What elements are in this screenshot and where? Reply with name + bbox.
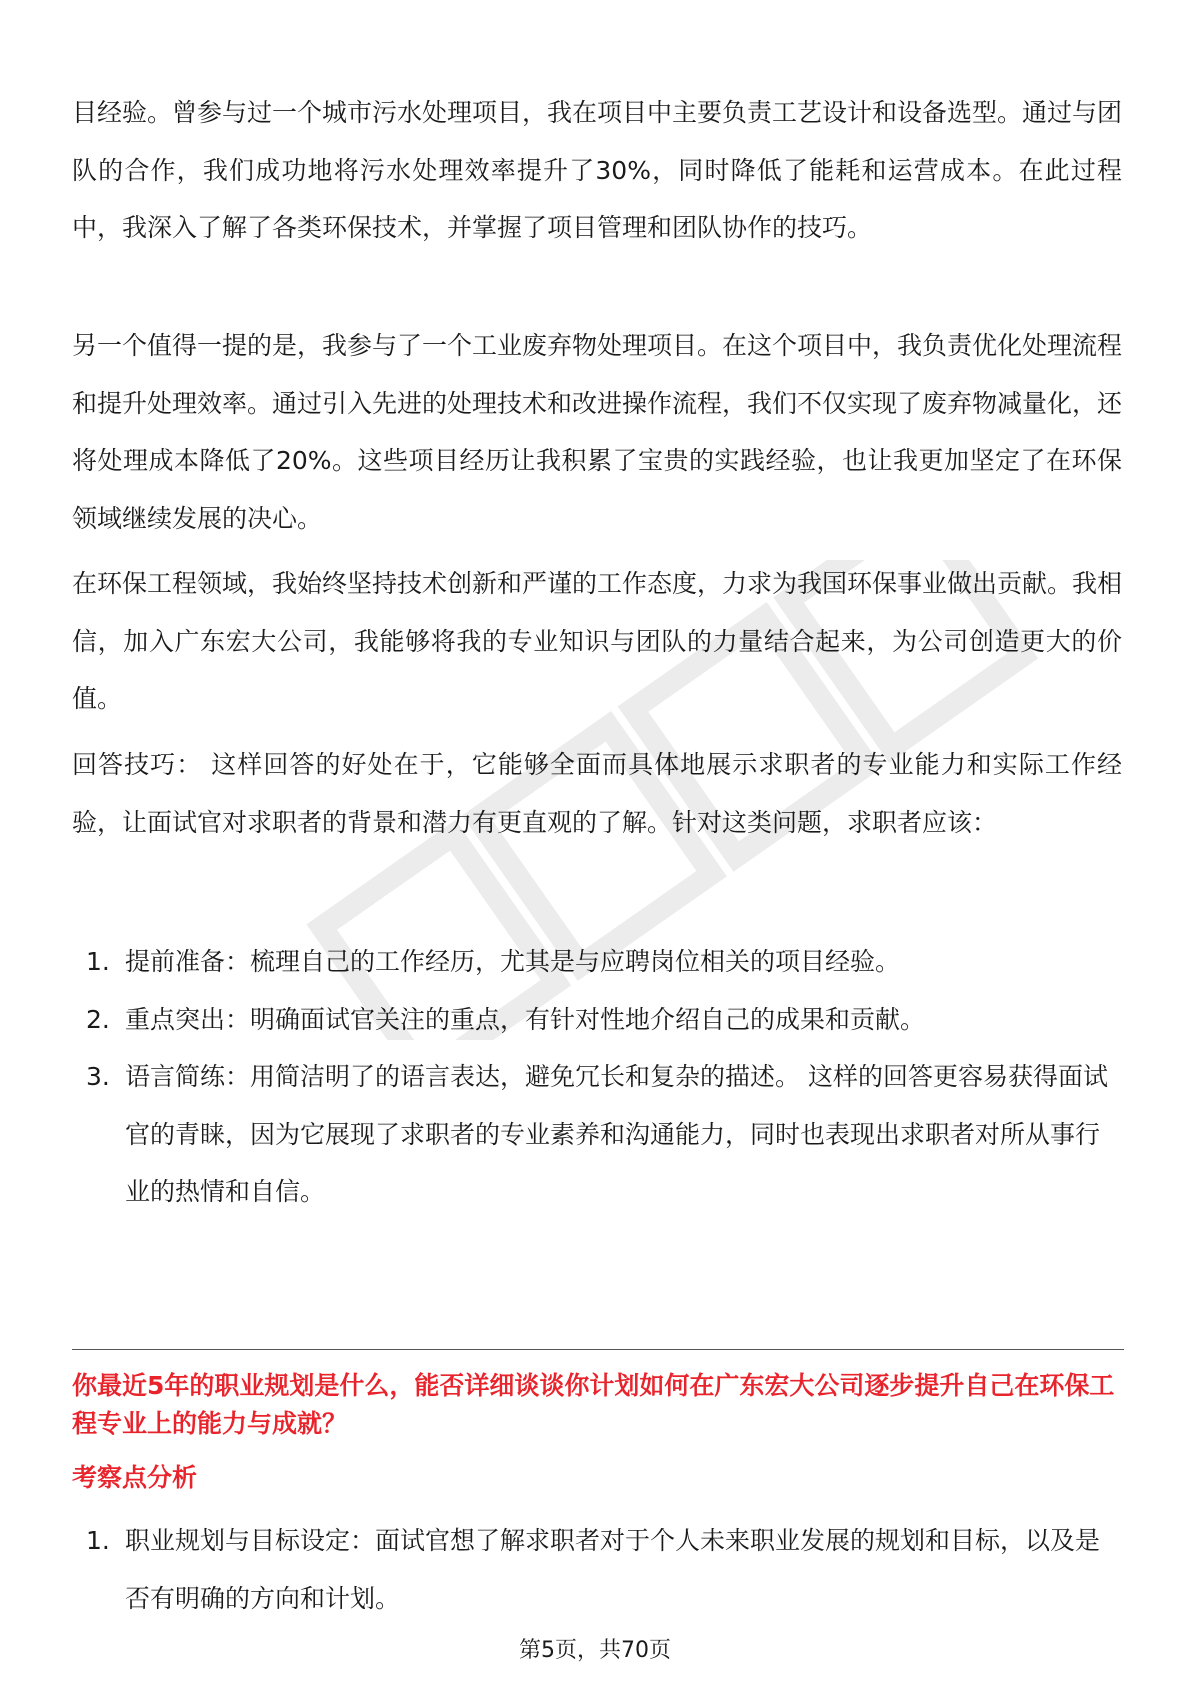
analysis-heading: 考察点分析 xyxy=(72,1463,198,1492)
paragraph-commitment: 在环保工程领域，我始终坚持技术创新和严谨的工作态度，力求为我国环保事业做出贡献。我相信，加入广东宏大公司，我能够将我的专业知识与团队的力量结合起来，为公司创造更大的价值。 xyxy=(72,569,1123,713)
list-item xyxy=(72,1512,1122,1627)
page-footer: 第5页，共70页 xyxy=(519,1638,671,1663)
list-item xyxy=(72,1048,1122,1221)
cut-off-line xyxy=(0,0,1190,18)
list-number: 1. xyxy=(86,947,110,976)
section-divider xyxy=(72,1349,1124,1350)
paragraph-answer-tips: 回答技巧： 这样回答的好处在于，它能够全面而具体地展示求职者的专业能力和实际工作经验，让面试官对求职者的背景和潜力有更直观的了解。针对这类问题，求职者应该： xyxy=(72,750,1122,837)
list-number: 2. xyxy=(86,1004,110,1034)
list-number: 3. xyxy=(86,1062,110,1091)
tips-list xyxy=(72,933,1122,1221)
paragraph-project-experience: 目经验。曾参与过一个城市污水处理项目，我在项目中主要负责工艺设计和设备选型。通过与团队的合作，我们成功地将污水处理效率提升了30%，同时降低了能耗和运营成本。在此过程中，我深入了解了各类环保技术，并掌握了项目管理和团队协作的技巧。 xyxy=(72,98,1123,242)
paragraph-industrial-waste: 另一个值得一提的是，我参与了一个工业废弃物处理项目。在这个项目中，我负责优化处理流程和提升处理效率。通过引入先进的处理技术和改进操作流程，我们不仅实现了废弃物减量化，还将处理成本降低了20%。这些项目经历让我积累了宝贵的实践经验，也让我更加坚定了在环保领域继续发展的决心。 xyxy=(72,331,1123,533)
list-item-text: 语言简练：用简洁明了的语言表达，避免冗长和复杂的描述。 这样的回答更容易获得面试官的青睐，因为它展现了求职者的专业素养和沟通能力，同时也表现出求职者对所从事行业的热情和自信。 xyxy=(125,1062,1108,1206)
analysis-list xyxy=(72,1512,1122,1627)
list-item-text: 提前准备：梳理自己的工作经历，尤其是与应聘岗位相关的项目经验。 xyxy=(125,947,901,976)
list-item xyxy=(72,933,1122,991)
interview-question: 你最近5年的职业规划是什么，能否详细谈谈你计划如何在广东宏大公司逐步提升自己在环保工程专业上的能力与成就？ xyxy=(72,1371,1115,1438)
list-number: 1. xyxy=(86,1526,110,1555)
list-item-text: 重点突出：明确面试官关注的重点，有针对性地介绍自己的成果和贡献。 xyxy=(125,1004,926,1034)
list-item xyxy=(72,991,1122,1049)
list-item-text: 职业规划与目标设定：面试官想了解求职者对于个人未来职业发展的规划和目标，以及是否有明确的方向和计划。 xyxy=(125,1526,1101,1613)
